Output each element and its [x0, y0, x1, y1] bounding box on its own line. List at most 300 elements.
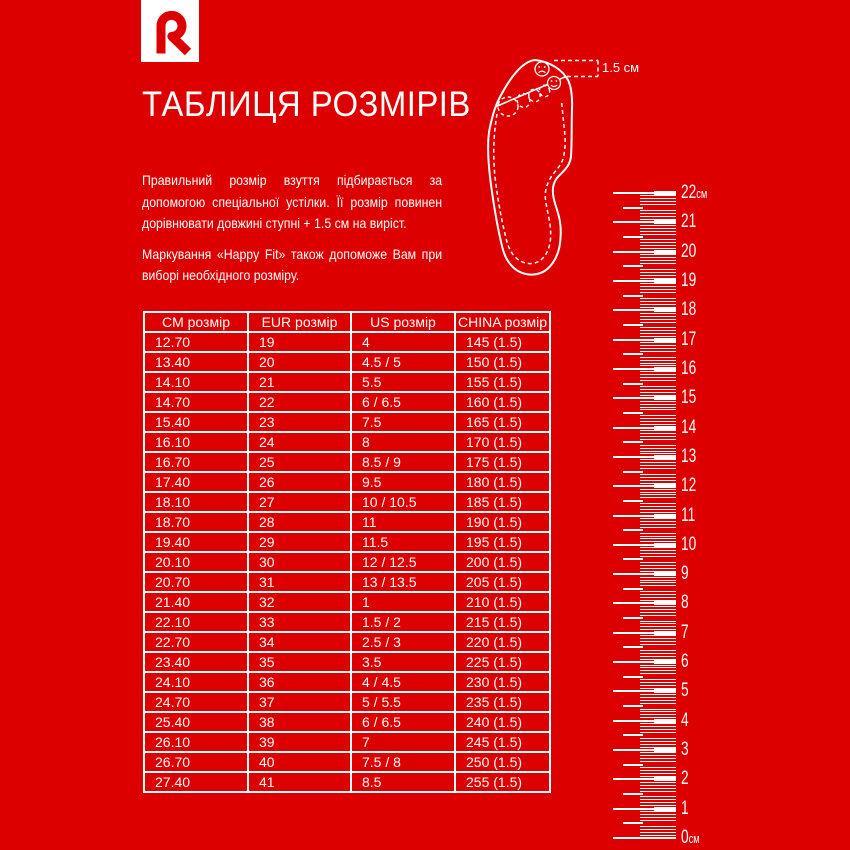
- ruler-label: 0см: [681, 827, 700, 848]
- ruler-half-tick: [623, 295, 643, 297]
- ruler-mm-tick: [640, 503, 676, 504]
- ruler-mm-tick: [640, 758, 676, 759]
- ruler-half-tick: [623, 734, 643, 736]
- intro-paragraph-1: Правильний розмір взуття підбирається за допомогою спеціальної устілки. Її розмір повинен дорівнювати довжині ступні + 1.5 см на виріст.: [142, 172, 443, 232]
- ruler-mm-tick: [640, 380, 676, 381]
- ruler-mm-tick: [640, 826, 676, 827]
- ruler-label: 16: [681, 357, 697, 379]
- ruler-label: 8: [681, 592, 689, 614]
- ruler-half-tick: [623, 558, 643, 560]
- ruler-mm-tick: [640, 436, 676, 437]
- table-cell: 230 (1.5): [455, 672, 550, 692]
- table-cell: 200 (1.5): [455, 552, 550, 572]
- ruler-mm-tick: [640, 228, 676, 229]
- ruler-half-tick: [623, 471, 643, 473]
- table-cell: 16.10: [144, 432, 248, 452]
- ruler-mm-tick: [640, 327, 676, 328]
- ruler-mm-tick: [640, 811, 676, 812]
- ruler-label: 9: [681, 563, 689, 585]
- ruler-mm-tick: [640, 597, 676, 598]
- ruler-label: 15: [681, 387, 697, 409]
- table-cell: 240 (1.5): [455, 712, 550, 732]
- ruler-half-tick: [623, 764, 643, 766]
- ruler-mm-tick: [640, 577, 676, 578]
- ruler-mm-tick: [640, 292, 676, 293]
- ruler-mm-tick: [640, 656, 676, 657]
- ruler: [600, 0, 750, 850]
- table-cell: 7: [351, 732, 455, 752]
- ruler-label: 12: [681, 475, 697, 497]
- ruler-mm-tick: [640, 700, 676, 701]
- table-row: [144, 772, 550, 792]
- ruler-mm-tick: [640, 377, 676, 378]
- ruler-cm-bar: [654, 250, 676, 254]
- table-row: [144, 712, 550, 732]
- ruler-mm-tick: [640, 448, 676, 449]
- table-body: [144, 332, 550, 792]
- ruler-mm-tick: [640, 468, 676, 469]
- ruler-half-tick: [623, 793, 643, 795]
- sad-face-icon: [535, 62, 549, 76]
- ruler-mm-tick: [640, 254, 676, 255]
- table-cell: 13 / 13.5: [351, 572, 455, 592]
- ruler-cm-bar: [654, 543, 676, 547]
- table-cell: 255 (1.5): [455, 772, 550, 792]
- table-cell: 8.5: [351, 772, 455, 792]
- table-row: [144, 652, 550, 672]
- ruler-mm-tick: [640, 621, 676, 622]
- column-header: EUR розмір: [248, 312, 351, 332]
- ruler-mm-tick: [640, 626, 676, 627]
- ruler-mm-tick: [640, 770, 676, 771]
- ruler-mm-tick: [640, 216, 676, 217]
- ruler-mm-tick: [640, 521, 676, 522]
- ruler-cm-bar: [654, 689, 676, 693]
- table-cell: 4 / 4.5: [351, 672, 455, 692]
- ruler-mm-tick: [640, 301, 676, 302]
- ruler-mm-tick: [640, 550, 676, 551]
- intro-paragraph-2: Маркування «Happy Fit» також допоможе Вам при виборі необхідного розміру.: [142, 245, 443, 284]
- ruler-mm-tick: [640, 524, 676, 525]
- ruler-mm-tick: [640, 829, 676, 830]
- table-cell: 245 (1.5): [455, 732, 550, 752]
- reima-r-icon: [141, 0, 199, 62]
- table-cell: 22: [248, 392, 351, 412]
- ruler-mm-tick: [640, 363, 676, 364]
- ruler-cm-bar: [654, 514, 676, 518]
- measurement-bracket: [554, 61, 598, 77]
- ruler-mm-tick: [640, 421, 676, 422]
- ruler-mm-tick: [640, 670, 676, 671]
- ruler-mm-tick: [640, 820, 676, 821]
- ruler-mm-tick: [640, 565, 676, 566]
- table-cell: 3.5: [351, 652, 455, 672]
- table-cell: 145 (1.5): [455, 332, 550, 352]
- table-cell: 11.5: [351, 532, 455, 552]
- ruler-mm-tick: [640, 348, 676, 349]
- table-cell: 27: [248, 492, 351, 512]
- ruler-half-tick: [623, 207, 643, 209]
- ruler-mm-tick: [640, 553, 676, 554]
- table-cell: 160 (1.5): [455, 392, 550, 412]
- table-cell: 21.40: [144, 592, 248, 612]
- table-head: [144, 312, 550, 332]
- ruler-mm-tick: [640, 494, 676, 495]
- table-cell: 38: [248, 712, 351, 732]
- ruler-label: 5: [681, 680, 689, 702]
- table-cell: 22.70: [144, 632, 248, 652]
- ruler-mm-tick: [640, 665, 676, 666]
- table-cell: 4.5 / 5: [351, 352, 455, 372]
- ruler-mm-tick: [640, 650, 676, 651]
- measurement-label: 1.5 см: [602, 60, 640, 75]
- table-cell: 13.40: [144, 352, 248, 372]
- ruler-mm-tick: [640, 817, 676, 818]
- column-header: US розмір: [351, 312, 455, 332]
- ruler-mm-tick: [640, 741, 676, 742]
- ruler-mm-tick: [640, 623, 676, 624]
- ruler-mm-tick: [640, 333, 676, 334]
- ruler-mm-tick: [640, 714, 676, 715]
- table-cell: 12.70: [144, 332, 248, 352]
- ruler-cm-bar: [654, 338, 676, 342]
- table-cell: 7.5 / 8: [351, 752, 455, 772]
- table-cell: 235 (1.5): [455, 692, 550, 712]
- ruler-cm-bar: [654, 777, 676, 781]
- ruler-mm-tick: [640, 497, 676, 498]
- table-cell: 9.5: [351, 472, 455, 492]
- table-row: [144, 332, 550, 352]
- ruler-mm-tick: [640, 415, 676, 416]
- ruler-mm-tick: [640, 439, 676, 440]
- table-cell: 39: [248, 732, 351, 752]
- ruler-mm-tick: [640, 533, 676, 534]
- table-cell: 11: [351, 512, 455, 532]
- table-cell: 4: [351, 332, 455, 352]
- table-cell: 1: [351, 592, 455, 612]
- table-cell: 180 (1.5): [455, 472, 550, 492]
- table-cell: 165 (1.5): [455, 412, 550, 432]
- ruler-mm-tick: [640, 835, 676, 836]
- ruler-mm-tick: [640, 462, 676, 463]
- ruler-mm-tick: [640, 286, 676, 287]
- ruler-mm-tick: [640, 231, 676, 232]
- ruler-mm-tick: [640, 585, 676, 586]
- ruler-cm-bar: [654, 631, 676, 635]
- ruler-mm-tick: [640, 799, 676, 800]
- ruler-half-tick: [623, 676, 643, 678]
- ruler-label: 14: [681, 416, 697, 438]
- table-cell: 25.40: [144, 712, 248, 732]
- table-cell: 19: [248, 332, 351, 352]
- table-cell: 24.10: [144, 672, 248, 692]
- ruler-mm-tick: [640, 360, 676, 361]
- ruler-mm-tick: [640, 697, 676, 698]
- ruler-mm-tick: [640, 556, 676, 557]
- ruler-mm-tick: [640, 518, 676, 519]
- ruler-mm-tick: [640, 418, 676, 419]
- table-header-row: [144, 312, 550, 332]
- ruler-mm-tick: [640, 591, 676, 592]
- ruler-mm-tick: [640, 562, 676, 563]
- ruler-mm-tick: [640, 679, 676, 680]
- ruler-half-tick: [623, 617, 643, 619]
- ruler-mm-tick: [640, 785, 676, 786]
- ruler-mm-tick: [640, 580, 676, 581]
- ruler-mm-tick: [640, 319, 676, 320]
- table-row: [144, 492, 550, 512]
- ruler-half-tick: [623, 265, 643, 267]
- toes-outline: [498, 84, 551, 116]
- ruler-label: 13: [681, 445, 697, 467]
- ruler-mm-tick: [640, 673, 676, 674]
- ruler-cm-tick: [613, 837, 676, 839]
- ruler-mm-tick: [640, 263, 676, 264]
- ruler-label: 4: [681, 709, 689, 731]
- ruler-mm-tick: [640, 609, 676, 610]
- ruler-cm-bar: [654, 220, 676, 224]
- table-cell: 23.40: [144, 652, 248, 672]
- table-row: [144, 692, 550, 712]
- ruler-label: 10: [681, 533, 697, 555]
- table-cell: 34: [248, 632, 351, 652]
- ruler-mm-tick: [640, 275, 676, 276]
- table-cell: 220 (1.5): [455, 632, 550, 652]
- ruler-mm-tick: [640, 465, 676, 466]
- table-row: [144, 672, 550, 692]
- ruler-mm-tick: [640, 644, 676, 645]
- table-cell: 18.70: [144, 512, 248, 532]
- ruler-mm-tick: [640, 638, 676, 639]
- ruler-mm-tick: [640, 814, 676, 815]
- ruler-mm-tick: [640, 392, 676, 393]
- table-cell: 215 (1.5): [455, 612, 550, 632]
- ruler-label: 3: [681, 739, 689, 761]
- table-row: [144, 732, 550, 752]
- table-cell: 41: [248, 772, 351, 792]
- table-cell: 40: [248, 752, 351, 772]
- ruler-mm-tick: [640, 474, 676, 475]
- ruler-mm-tick: [640, 788, 676, 789]
- table-cell: 29: [248, 532, 351, 552]
- table-cell: 5.5: [351, 372, 455, 392]
- ruler-cm-bar: [654, 484, 676, 488]
- ruler-mm-tick: [640, 682, 676, 683]
- table-cell: 225 (1.5): [455, 652, 550, 672]
- table-cell: 20: [248, 352, 351, 372]
- ruler-half-tick: [623, 353, 643, 355]
- ruler-mm-tick: [640, 477, 676, 478]
- table-row: [144, 352, 550, 372]
- ruler-half-tick: [623, 236, 643, 238]
- ruler-mm-tick: [640, 389, 676, 390]
- ruler-mm-tick: [640, 641, 676, 642]
- ruler-cm-bar: [654, 367, 676, 371]
- ruler-mm-tick: [640, 298, 676, 299]
- ruler-mm-tick: [640, 210, 676, 211]
- ruler-mm-tick: [640, 709, 676, 710]
- ruler-mm-tick: [640, 283, 676, 284]
- table-cell: 22.10: [144, 612, 248, 632]
- table-cell: 20.10: [144, 552, 248, 572]
- ruler-mm-tick: [640, 269, 676, 270]
- ruler-mm-tick: [640, 204, 676, 205]
- ruler-label: 2: [681, 768, 689, 790]
- ruler-mm-tick: [640, 767, 676, 768]
- table-cell: 21: [248, 372, 351, 392]
- ruler-label: 11: [681, 504, 696, 526]
- ruler-label: 21: [681, 211, 697, 233]
- ruler-mm-tick: [640, 316, 676, 317]
- ruler-half-tick: [623, 646, 643, 648]
- ruler-mm-tick: [640, 802, 676, 803]
- ruler-mm-tick: [640, 506, 676, 507]
- table-row: [144, 572, 550, 592]
- table-cell: 19.40: [144, 532, 248, 552]
- reima-logo: [141, 0, 199, 62]
- ruler-label: 7: [681, 621, 689, 643]
- ruler-mm-tick: [640, 242, 676, 243]
- table-cell: 24.70: [144, 692, 248, 712]
- table-cell: 1.5 / 2: [351, 612, 455, 632]
- ruler-half-tick: [623, 324, 643, 326]
- ruler-label: 22см: [681, 182, 708, 203]
- ruler-label: 19: [681, 269, 697, 291]
- table-cell: 8: [351, 432, 455, 452]
- ruler-mm-tick: [640, 685, 676, 686]
- ruler-mm-tick: [640, 225, 676, 226]
- table-cell: 16.70: [144, 452, 248, 472]
- ruler-mm-tick: [640, 357, 676, 358]
- ruler-mm-tick: [640, 582, 676, 583]
- table-cell: 170 (1.5): [455, 432, 550, 452]
- ruler-mm-tick: [640, 594, 676, 595]
- intro-text: [142, 170, 442, 287]
- table-cell: 14.70: [144, 392, 248, 412]
- table-cell: 24: [248, 432, 351, 452]
- table-cell: 23: [248, 412, 351, 432]
- ruler-mm-tick: [640, 615, 676, 616]
- ruler-mm-tick: [640, 313, 676, 314]
- ruler-label: 20: [681, 240, 697, 262]
- ruler-mm-tick: [640, 536, 676, 537]
- ruler-mm-tick: [640, 433, 676, 434]
- ruler-mm-tick: [640, 289, 676, 290]
- ruler-mm-tick: [640, 245, 676, 246]
- column-header: CHINA розмір: [455, 312, 550, 332]
- ruler-half-tick: [623, 822, 643, 824]
- ruler-mm-tick: [640, 407, 676, 408]
- ruler-mm-tick: [640, 761, 676, 762]
- ruler-mm-tick: [640, 703, 676, 704]
- ruler-cm-bar: [654, 807, 676, 811]
- ruler-label: 17: [681, 328, 697, 350]
- table-cell: 36: [248, 672, 351, 692]
- ruler-mm-tick: [640, 755, 676, 756]
- table-cell: 175 (1.5): [455, 452, 550, 472]
- table-cell: 17.40: [144, 472, 248, 492]
- table-cell: 5 / 5.5: [351, 692, 455, 712]
- table-row: [144, 752, 550, 772]
- ruler-mm-tick: [640, 606, 676, 607]
- table-cell: 2.5 / 3: [351, 632, 455, 652]
- ruler-half-tick: [623, 383, 643, 385]
- ruler-cm-bar: [654, 426, 676, 430]
- ruler-cm-bar: [654, 748, 676, 752]
- table-row: [144, 432, 550, 452]
- ruler-mm-tick: [640, 371, 676, 372]
- ruler-mm-tick: [640, 547, 676, 548]
- table-cell: 6 / 6.5: [351, 392, 455, 412]
- table-row: [144, 632, 550, 652]
- ruler-mm-tick: [640, 213, 676, 214]
- table-cell: 27.40: [144, 772, 248, 792]
- ruler-mm-tick: [640, 201, 676, 202]
- ruler-half-tick: [623, 441, 643, 443]
- ruler-mm-tick: [640, 773, 676, 774]
- ruler-label: 6: [681, 651, 689, 673]
- ruler-half-tick: [623, 588, 643, 590]
- table-cell: 31: [248, 572, 351, 592]
- table-cell: 18.10: [144, 492, 248, 512]
- ruler-mm-tick: [640, 726, 676, 727]
- table-row: [144, 612, 550, 632]
- table-cell: 14.10: [144, 372, 248, 392]
- ruler-mm-tick: [640, 744, 676, 745]
- table-cell: 6 / 6.5: [351, 712, 455, 732]
- table-cell: 155 (1.5): [455, 372, 550, 392]
- ruler-cm-bar: [654, 308, 676, 312]
- column-header: CM розмір: [144, 312, 248, 332]
- ruler-mm-tick: [640, 635, 676, 636]
- ruler-mm-tick: [640, 272, 676, 273]
- ruler-cm-bar: [654, 572, 676, 576]
- ruler-mm-tick: [640, 451, 676, 452]
- ruler-cm-bar: [654, 455, 676, 459]
- ruler-mm-tick: [640, 711, 676, 712]
- ruler-mm-tick: [640, 345, 676, 346]
- ruler-mm-tick: [640, 430, 676, 431]
- table-cell: 26: [248, 472, 351, 492]
- table-cell: 8.5 / 9: [351, 452, 455, 472]
- ruler-half-tick: [623, 705, 643, 707]
- ruler-mm-tick: [640, 729, 676, 730]
- ruler-mm-tick: [640, 401, 676, 402]
- size-table: [143, 311, 551, 793]
- ruler-mm-tick: [640, 796, 676, 797]
- ruler-half-tick: [623, 412, 643, 414]
- ruler-mm-tick: [640, 330, 676, 331]
- ruler-label: 18: [681, 299, 697, 321]
- ruler-mm-tick: [640, 694, 676, 695]
- ruler-mm-tick: [640, 351, 676, 352]
- ruler-mm-tick: [640, 386, 676, 387]
- ruler-cm-bar: [654, 279, 676, 283]
- table-row: [144, 452, 550, 472]
- table-cell: 37: [248, 692, 351, 712]
- ruler-label: 1: [681, 797, 689, 819]
- ruler-cm-bar: [654, 719, 676, 723]
- ruler-mm-tick: [640, 409, 676, 410]
- ruler-mm-tick: [640, 509, 676, 510]
- table-cell: 205 (1.5): [455, 572, 550, 592]
- ruler-cm-bar: [654, 601, 676, 605]
- table-row: [144, 392, 550, 412]
- table-row: [144, 412, 550, 432]
- ruler-mm-tick: [640, 234, 676, 235]
- ruler-mm-tick: [640, 538, 676, 539]
- happy-face-icon: [548, 77, 561, 90]
